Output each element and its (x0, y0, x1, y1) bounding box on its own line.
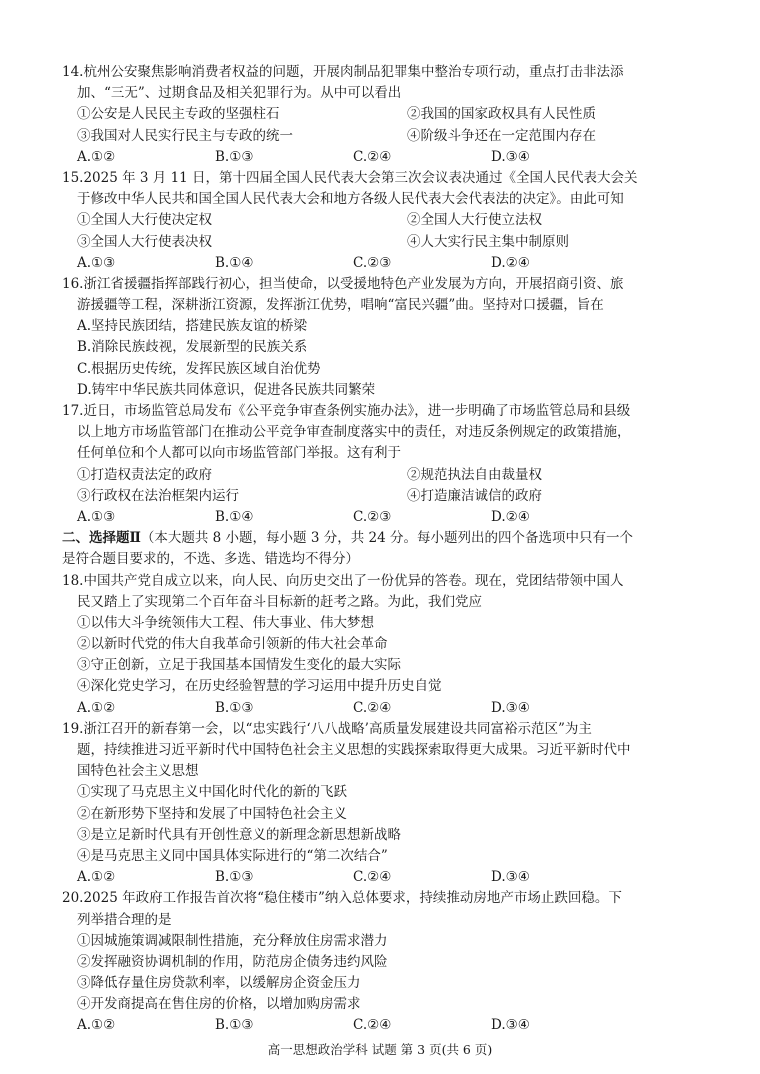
choice-d: D.③④ (491, 1017, 530, 1034)
section-title-line (62, 528, 712, 549)
choice-a: A.①③ (77, 254, 116, 271)
option-3: ③全国人大行使表决权 (77, 233, 212, 250)
section-2-header (62, 528, 712, 570)
choice-c: C.②④ (353, 869, 392, 886)
choice-row (62, 147, 712, 168)
question-stem: 于修改中华人民共和国全国人民代表大会和地方各级人民代表大会代表法的决定》。由此可知 (77, 191, 624, 208)
question-stem: 16.浙江省援疆指挥部践行初心，担当使命，以受援地特色产业发展为方向，开展招商引资、旅 (62, 275, 624, 292)
question-stem: 20.2025 年政府工作报告首次将“稳住楼市”纳入总体要求，持续推动房地产市场止跌回稳。下 (62, 890, 622, 907)
section-title: 二、选择题Ⅱ (62, 530, 141, 547)
option-3: ③行政权在法治框架内运行 (77, 487, 239, 504)
question-stem: 任何单位和个人都可以向市场监管部门举报。这有利于 (77, 445, 401, 462)
choice-d: D.③④ (491, 699, 530, 716)
option-row (62, 465, 712, 486)
option-1: ①打造权责法定的政府 (77, 466, 212, 483)
option-row (62, 126, 712, 147)
question-stem: 17.近日，市场监管总局发布《公平竞争审查条例实施办法》，进一步明确了市场监管总局和县级 (62, 403, 631, 419)
choice-c: C.②④ (353, 148, 392, 165)
choice-d: D.②④ (491, 254, 530, 271)
choice-d: D.②④ (491, 508, 530, 525)
option-2: ②我国的国家政权具有人民性质 (407, 106, 596, 123)
option-4: ④深化党史学习，在历史经验智慧的学习运用中提升历史自觉 (77, 678, 442, 695)
choice-row (62, 698, 712, 719)
question-18 (62, 571, 712, 719)
choice-c: C.根据历史传统，发挥民族区域自治优势 (77, 360, 321, 377)
choice-d: D.③④ (491, 869, 530, 886)
option-3: ③降低存量住房贷款利率，以缓解房企资金压力 (77, 975, 361, 992)
question-stem: 列举措合理的是 (77, 911, 172, 928)
choice-row (62, 1015, 712, 1036)
question-stem: 18.中国共产党自成立以来，向人民、向历史交出了一份优异的答卷。现在，党团结带领中国人 (62, 572, 624, 589)
exam-content (62, 62, 712, 1037)
question-stem: 15.2025 年 3 月 11 日，第十四届全国人民代表大会第三次会议表决通过《全国人民代表大会关 (62, 169, 638, 186)
question-stem: 游援疆等工程，深耕浙江资源，发挥浙江优势，唱响“富民兴疆”曲。坚持对口援疆，旨在 (77, 297, 604, 314)
choice-b: B.①④ (215, 254, 254, 271)
question-stem: 题，持续推进习近平新时代中国特色社会主义思想的实践探索取得更大成果。习近平新时代中 (77, 742, 631, 758)
question-stem: 国特色社会主义思想 (77, 763, 199, 780)
option-3: ③守正创新，立足于我国基本国情发生变化的最大实际 (77, 657, 401, 674)
option-3: ③是立足新时代具有开创性意义的新理念新思想新战略 (77, 826, 401, 843)
choice-b: B.①③ (215, 869, 254, 886)
question-stem: 加、“三无”、过期食品及相关犯罪行为。从中可以看出 (77, 85, 402, 102)
section-note: 是符合题目要求的，不选、多选、错选均不得分） (62, 551, 359, 568)
option-2: ②全国人大行使立法权 (407, 212, 542, 229)
choice-b: B.①③ (215, 1017, 254, 1034)
question-stem: 19.浙江召开的新春第一会，以“忠实践行‘八八战略’高质量发展建设共同富裕示范区”为主 (62, 720, 592, 737)
option-4: ④人大实行民主集中制原则 (407, 233, 569, 250)
choice-c: C.②④ (353, 699, 392, 716)
choice-b: B.①③ (215, 699, 254, 716)
option-row (62, 232, 712, 253)
choice-c: C.②③ (353, 508, 392, 525)
choice-b: B.①③ (215, 148, 254, 165)
choice-a: A.①③ (77, 508, 116, 525)
option-1: ①实现了马克思主义中国化时代化的新的飞跃 (77, 784, 347, 801)
option-1: ①公安是人民民主专政的坚强柱石 (77, 106, 280, 123)
question-stem: 民又踏上了实现第二个百年奋斗目标新的赶考之路。为此，我们党应 (77, 593, 482, 610)
choice-row (62, 867, 712, 888)
option-2: ②发挥融资协调机制的作用，防范房企债务违约风险 (77, 953, 388, 970)
option-row (62, 104, 712, 125)
choice-a: A.坚持民族团结，搭建民族友谊的桥梁 (77, 318, 308, 335)
choice-b: B.消除民族歧视，发展新型的民族关系 (77, 339, 308, 356)
question-stem: 14.杭州公安聚焦影响消费者权益的问题，开展肉制品犯罪集中整治专项行动，重点打击非法添 (62, 64, 624, 80)
question-14 (62, 62, 712, 168)
option-2: ②规范执法自由裁量权 (407, 466, 542, 483)
question-stem: 以上地方市场监管部门在推动公平竞争审查制度落实中的责任，对违反条例规定的政策措施， (77, 424, 631, 441)
choice-a: A.①② (77, 869, 116, 886)
choice-d: D.铸牢中华民族共同体意识，促进各民族共同繁荣 (77, 381, 376, 398)
choice-c: C.②④ (353, 1017, 392, 1034)
option-2: ②在新形势下坚持和发展了中国特色社会主义 (77, 805, 347, 822)
question-15 (62, 168, 712, 274)
question-16 (62, 274, 712, 401)
option-3: ③我国对人民实行民主与专政的统一 (77, 127, 293, 144)
choice-a: A.①② (77, 1017, 116, 1034)
option-4: ④是马克思主义同中国具体实际进行的“第二次结合” (77, 847, 388, 864)
choice-a: A.①② (77, 699, 116, 716)
choice-d: D.③④ (491, 148, 530, 165)
option-1: ①全国人大行使决定权 (77, 212, 212, 229)
option-1: ①因城施策调减限制性措施，充分释放住房需求潜力 (77, 932, 388, 949)
question-19 (62, 719, 712, 889)
option-4: ④阶级斗争还在一定范围内存在 (407, 127, 596, 144)
option-row (62, 210, 712, 231)
choice-row (62, 253, 712, 274)
choice-row (62, 507, 712, 528)
section-note: （本大题共 8 小题，每小题 3 分，共 24 分。每小题列出的四个备选项中只有一个 (140, 530, 633, 547)
option-1: ①以伟大斗争统领伟大工程、伟大事业、伟大梦想 (77, 614, 374, 631)
choice-c: C.②③ (353, 254, 392, 271)
option-4: ④打造廉洁诚信的政府 (407, 487, 542, 504)
choice-b: B.①④ (215, 508, 254, 525)
question-17 (62, 401, 712, 528)
question-20 (62, 888, 712, 1036)
option-row (62, 486, 712, 507)
choice-a: A.①② (77, 148, 116, 165)
page-footer: 高一思想政治学科 试题 第 3 页(共 6 页) (267, 1042, 493, 1057)
option-4: ④开发商提高在售住房的价格，以增加购房需求 (77, 996, 361, 1013)
option-2: ②以新时代党的伟大自我革命引领新的伟大社会革命 (77, 636, 388, 653)
